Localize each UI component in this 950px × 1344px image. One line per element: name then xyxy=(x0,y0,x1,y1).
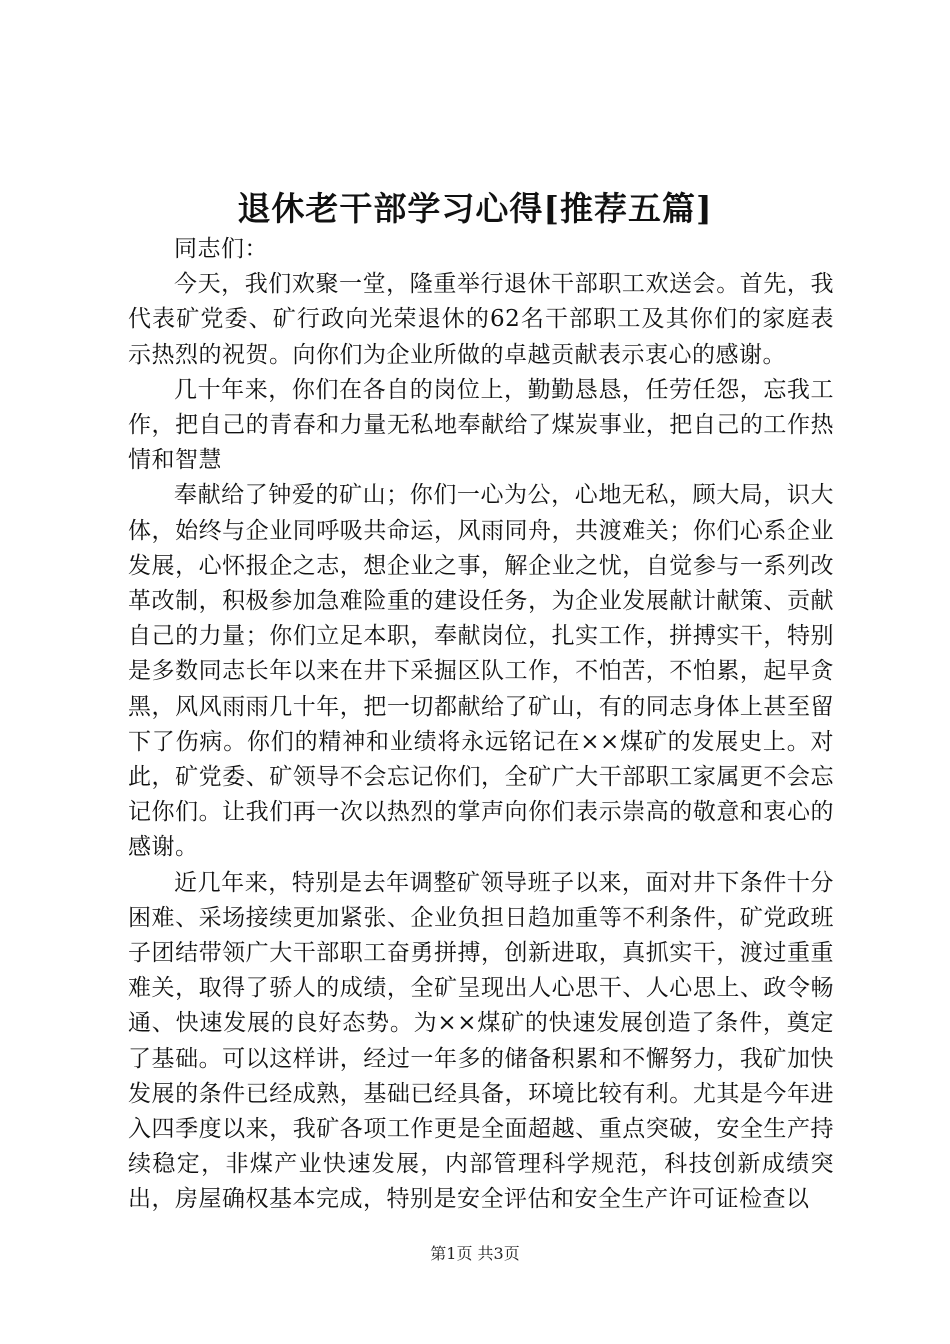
paragraph-4: 近几年来，特别是去年调整矿领导班子以来，面对井下条件十分困难、采场接续更加紧张、企业负担日趋加重等不利条件，矿党政班子团结带领广大干部职工奋勇拼搏，创新进取，真抓实干，渡过重重难关，取得了骄人的成绩，全矿呈现出人心思干、人心思上、政令畅通、快速发展的良好态势。为××煤矿的快速发展创造了条件，奠定了基础。可以这样讲，经过一年多的储备积累和不懈努力，我矿加快发展的条件已经成熟，基础已经具备，环境比较有利。尤其是今年进入四季度以来，我矿各项工作更是全面超越、重点突破，安全生产持续稳定，非煤产业快速发展，内部管理科学规范，科技创新成绩突出，房屋确权基本完成，特别是安全评估和安全生产许可证检查以 xyxy=(128,869,834,1213)
document-body xyxy=(128,232,834,1218)
paragraph-salutation: 同志们： xyxy=(174,236,268,262)
page-number-footer: 第1页 共3页 xyxy=(430,1244,520,1263)
paragraph-2: 几十年来，你们在各自的岗位上，勤勤恳恳，任劳任怨，忘我工作，把自己的青春和力量无私地奉献给了煤炭事业，把自己的工作热情和智慧 xyxy=(128,376,834,474)
paragraph-3: 奉献给了钟爱的矿山；你们一心为公，心地无私，顾大局，识大体，始终与企业同呼吸共命运，风雨同舟，共渡难关；你们心系企业发展，心怀报企之志，想企业之事，解企业之忧，自觉参与一系列改革改制，积极参加急难险重的建设任务，为企业发展献计献策、贡献自己的力量；你们立足本职，奉献岗位，扎实工作，拼搏实干，特别是多数同志长年以来在井下采掘区队工作，不怕苦，不怕累，起早贪黑，风风雨雨几十年，把一切都献给了矿山，有的同志身体上甚至留下了伤病。你们的精神和业绩将永远铭记在××煤矿的发展史上。对此，矿党委、矿领导不会忘记你们，全矿广大干部职工家属更不会忘记你们。让我们再一次以热烈的掌声向你们表示崇高的敬意和衷心的感谢。 xyxy=(128,482,834,861)
paragraph-1: 今天，我们欢聚一堂，隆重举行退休干部职工欢送会。首先，我代表矿党委、矿行政向光荣退休的62名干部职工及其你们的家庭表示热烈的祝贺。向你们为企业所做的卓越贡献表示衷心的感谢。 xyxy=(128,271,834,368)
document-title: 退休老干部学习心得[推荐五篇] xyxy=(237,189,713,228)
